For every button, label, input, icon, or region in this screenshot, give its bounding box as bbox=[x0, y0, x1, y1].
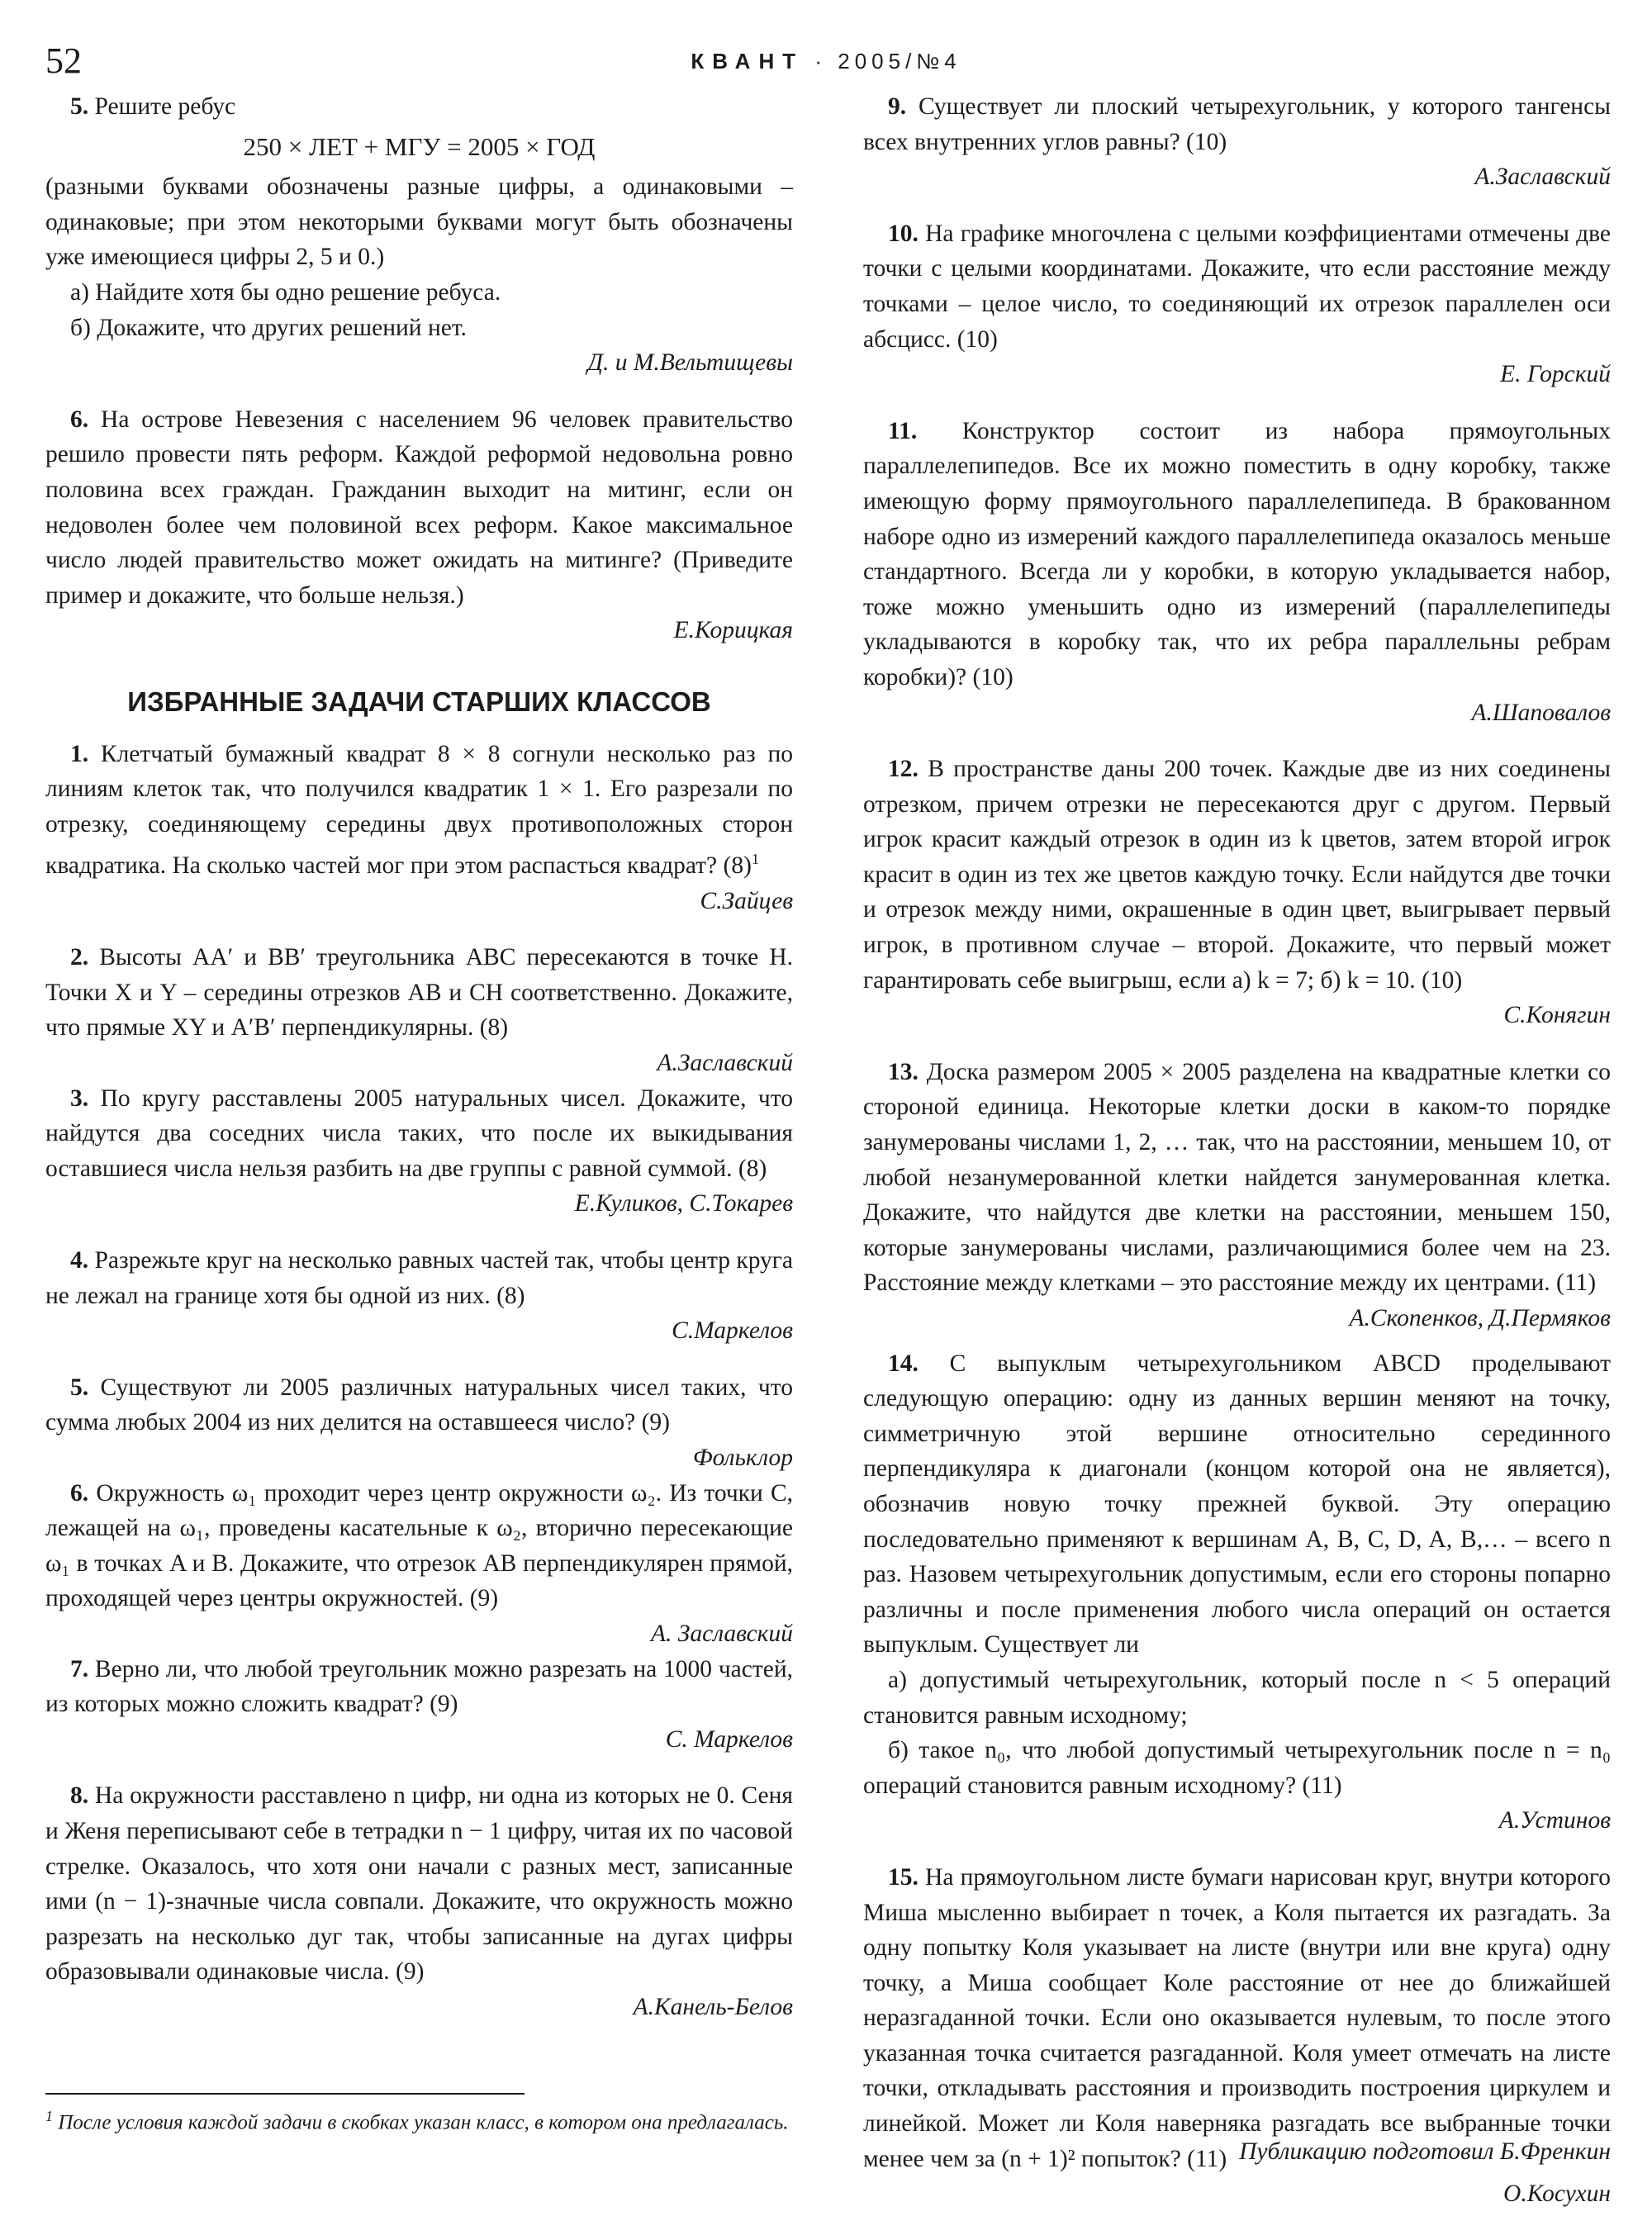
senior-problem-4 bbox=[45, 1243, 793, 1349]
problem-author: С.Конягин bbox=[1503, 1002, 1611, 1029]
section-title: ИЗБРАННЫЕ ЗАДАЧИ СТАРШИХ КЛАССОВ bbox=[127, 686, 711, 717]
problem-text: Верно ли, что любой треугольник можно разрезать на 1000 частей, из которых можно сложить квадрат? (9) bbox=[45, 1655, 794, 1718]
footnote-rule bbox=[45, 2093, 525, 2095]
publication-credit: Публикацию подготовил Б.Френкин bbox=[1239, 2138, 1611, 2165]
problem-text: На окружности расставлено n цифр, ни одна из которых не 0. Сеня и Женя переписывают себе в тетрадки n − 1 цифру, читая их по часовой стрелке. Оказалось, что хотя они начали с разных мест, записанные ими (n − 1)-значные числа совпали. Докажите, что окружность можно разрезать на несколько дуг так, чтобы записанные на дугах цифры образовывали одинаковые числа. (9) bbox=[45, 1782, 793, 1986]
footnote-mark: 1 bbox=[45, 2108, 53, 2124]
problem-number: 4. bbox=[70, 1247, 89, 1274]
page-number: 52 bbox=[45, 40, 82, 81]
right-column bbox=[863, 89, 1611, 2212]
problem-author: С.Маркелов bbox=[672, 1317, 793, 1345]
problem-5-rebus bbox=[45, 89, 793, 381]
problem-lead: Решите ребус bbox=[94, 93, 236, 120]
problem-number: 5. bbox=[70, 93, 89, 120]
running-head bbox=[0, 36, 1652, 86]
problem-text: Разрежьте круг на несколько равных частей так, чтобы центр круга не лежал на границе хотя бы одной из них. (8) bbox=[45, 1247, 794, 1309]
senior-problem-5 bbox=[45, 1370, 793, 1476]
problem-author: Фольклор bbox=[692, 1445, 793, 1472]
problem-text: Окружность ω₁ проходит через центр окружности ω₂. Из точки C, лежащей на ω₁, проведены касательные к ω₂, вторично пересекающие ω₁ в точках A и B. Докажите, что отрезок AB перпендикулярен прямой, проходящей через центры окружностей. (9) bbox=[45, 1479, 794, 1612]
problem-text: Конструктор состоит из набора прямоугольных параллелепипедов. Все их можно поместить в одну коробку, также имеющую форму прямоугольного параллелепипеда. В бракованном наборе одно из измерений каждого параллелепипеда оказалось меньше стандартного. Всегда ли у коробки, в которую укладывается набор, тоже можно уменьшить одно из измерений (параллелепипеды укладываются в коробку так, что их ребра параллельны ребрам коробки)? (10) bbox=[863, 417, 1611, 690]
footnote-text: После условия каждой задачи в скобках указан класс, в котором она предлагалась. bbox=[58, 2111, 789, 2134]
problem-number: 11. bbox=[888, 417, 918, 444]
problem-number: 2. bbox=[70, 944, 89, 971]
senior-problem-10 bbox=[863, 216, 1611, 392]
problem-author: А.Канель-Белов bbox=[633, 1993, 793, 2020]
senior-problem-1 bbox=[45, 737, 793, 919]
problem-number: 5. bbox=[70, 1374, 89, 1401]
rebus-equation: 250 × ЛЕТ + МГУ = 2005 × ГОД bbox=[243, 131, 596, 161]
problem-number: 6. bbox=[70, 406, 89, 433]
problem-author: А.Скопенков, Д.Пермяков bbox=[1349, 1305, 1611, 1331]
problem-number: 9. bbox=[888, 93, 907, 120]
footnote bbox=[45, 2103, 793, 2136]
footnote-ref: 1 bbox=[751, 851, 759, 868]
problem-part-a: а) допустимый четырехугольник, который после n < 5 операций становится равным исходному; bbox=[863, 1666, 1611, 1729]
senior-problem-3 bbox=[45, 1081, 793, 1222]
problem-number: 13. bbox=[888, 1058, 919, 1085]
problem-6-island bbox=[45, 402, 793, 648]
problem-author: А.Устинов bbox=[1498, 1807, 1611, 1834]
problem-author: А.Шаповалов bbox=[1471, 699, 1611, 726]
magazine-title: КВАНТ bbox=[691, 49, 805, 74]
problem-text: (разными буквами обозначены разные цифры, а одинаковыми – одинаковые; при этом некоторыми буквами могут быть обозначены уже имеющиеся цифры 2, 5 и 0.) bbox=[45, 173, 793, 271]
senior-problem-7 bbox=[45, 1652, 793, 1758]
problem-part-b: б) Докажите, что других решений нет. bbox=[70, 314, 467, 341]
problem-number: 8. bbox=[70, 1782, 89, 1810]
problem-number: 12. bbox=[888, 756, 919, 783]
problem-number: 6. bbox=[70, 1479, 89, 1507]
problem-number: 14. bbox=[888, 1350, 919, 1377]
problem-number: 15. bbox=[888, 1863, 919, 1891]
problem-author: Е.Куликов, С.Токарев bbox=[574, 1190, 793, 1217]
problem-author: А.Заславский bbox=[657, 1050, 793, 1077]
problem-text: На острове Невезения с населением 96 человек правительство решило провести пять реформ. Каждой реформой недовольна ровно половина всех граждан. Гражданин выходит на митинг, если он недоволен более чем половиной всех реформ. Какое максимальное число людей правительство может ожидать на митинге? (Приведите пример и докажите, что больше нельзя.) bbox=[45, 406, 793, 609]
problem-text: С выпуклым четырехугольником ABCD проделывают следующую операцию: одну из данных вершин меняют на точку, симметричную этой вершине относительно серединного перпендикуляра к диагонали (концом которой она не является), обозначив новую точку прежней буквой. Эту операцию последовательно применяют к вершинам A, B, C, D, A, B,… – всего n раз. Назовем четырехугольник допустимым, если его стороны попарно различны и после применения любого числа операций он остается выпуклым. Существует ли bbox=[863, 1350, 1611, 1658]
problem-number: 1. bbox=[70, 740, 89, 767]
senior-problem-12 bbox=[863, 752, 1611, 1033]
senior-problem-13 bbox=[863, 1055, 1611, 1336]
problem-text: Существуют ли 2005 различных натуральных чисел таких, что сумма любых 2004 из них делится на оставшееся число? (9) bbox=[45, 1374, 794, 1436]
problem-text: Существует ли плоский четырехугольник, у которого тангенсы всех внутренних углов равны? (10) bbox=[863, 93, 1611, 155]
problem-author: А.Заславский bbox=[1474, 164, 1611, 191]
left-column bbox=[45, 89, 793, 2025]
senior-problem-8 bbox=[45, 1778, 793, 2024]
problem-author: С. Маркелов bbox=[665, 1725, 793, 1753]
issue-label: · 2005/№4 bbox=[814, 49, 961, 74]
problem-author: А. Заславский bbox=[650, 1620, 793, 1647]
problem-author: О.Косухин bbox=[1503, 2180, 1611, 2208]
problem-text: В пространстве даны 200 точек. Каждые две из них соединены отрезком, причем отрезки не пересекаются друг с другом. Первый игрок красит каждый отрезок в один из k цветов, затем второй игрок красит в один из тех же цветов каждую точку. Если найдутся две точки и отрезок между ними, окрашенные в один цвет, выигрывает первый игрок, в противном случае – второй. Докажите, что первый может гарантировать себе выигрыш, если а) k = 7; б) k = 10. (10) bbox=[863, 756, 1611, 994]
problem-text: На прямоугольном листе бумаги нарисован круг, внутри которого Миша мысленно выбирает n точек, а Коля пытается их разгадать. За одну попытку Коля указывает на листе (внутри или вне круга) одну точку, а Миша сообщает Коле расстояние от нее до ближайшей неразгаданной точки. Если оно оказывается нулевым, то после этого указанная точка считается разгаданной. Коля умеет отмечать на листе точки, откладывать расстояния и производить построения циркулем и линейкой. Может ли Коля наверняка разгадать все выбранные точки менее чем за (n + 1)² попыток? (11) bbox=[863, 1863, 1612, 2172]
senior-problem-2 bbox=[45, 940, 793, 1080]
page-header bbox=[0, 36, 1652, 86]
problem-text: На графике многочлена с целыми коэффициентами отмечены две точки с целыми координатами. Докажите, что если расстояние между точками – целое число, то соединяющий их отрезок параллелен оси абсцисс. (10) bbox=[863, 220, 1612, 353]
problem-number: 3. bbox=[70, 1084, 89, 1112]
senior-problem-11 bbox=[863, 414, 1611, 730]
senior-problem-14 bbox=[863, 1346, 1611, 1839]
problem-text: Клетчатый бумажный квадрат 8 × 8 согнули несколько раз по линиям клеток так, что получился квадратик 1 × 1. Его разрезали по отрезку, соединяющему середины двух противоположных сторон квадратика. На сколько частей мог при этом распасться квадрат? (8) bbox=[45, 740, 794, 880]
problem-text: Доска размером 2005 × 2005 разделена на квадратные клетки со стороной единица. Некоторые клетки доски в каком-то порядке занумерованы числами 1, 2, … так, что на расстоянии, меньшем 10, от любой незанумерованной клетки найдется занумерованная клетка. Докажите, что найдутся две клетки на расстоянии, меньшем 150, которые занумерованы числами, различающимися более чем на 23. Расстояние между клетками – это расстояние между их центрами. (11) bbox=[863, 1058, 1611, 1297]
problem-author: Е.Корицкая bbox=[673, 617, 793, 644]
senior-problem-6 bbox=[45, 1476, 793, 1652]
problem-part-a: а) Найдите хотя бы одно решение ребуса. bbox=[70, 278, 501, 306]
problem-author: Е. Горский bbox=[1500, 361, 1611, 388]
problem-author: Д. и М.Вельтищевы bbox=[587, 349, 793, 377]
problem-number: 7. bbox=[70, 1655, 89, 1682]
problem-text: Высоты AA′ и BB′ треугольника ABC пересекаются в точке H. Точки X и Y – середины отрезков AB и CH соответственно. Докажите, что прямые XY и A′B′ перпендикулярны. (8) bbox=[45, 944, 794, 1042]
problem-part-b: б) такое n₀, что любой допустимый четырехугольник после n = n₀ операций становится равным исходному? (11) bbox=[863, 1737, 1611, 1799]
senior-problem-9 bbox=[863, 89, 1611, 195]
problem-number: 10. bbox=[888, 220, 919, 247]
problem-text: По кругу расставлены 2005 натуральных чисел. Докажите, что найдутся два соседних числа таких, что после их выкидывания оставшиеся числа нельзя разбить на две группы с равной суммой. (8) bbox=[45, 1084, 793, 1182]
problem-author: С.Зайцев bbox=[700, 887, 793, 914]
